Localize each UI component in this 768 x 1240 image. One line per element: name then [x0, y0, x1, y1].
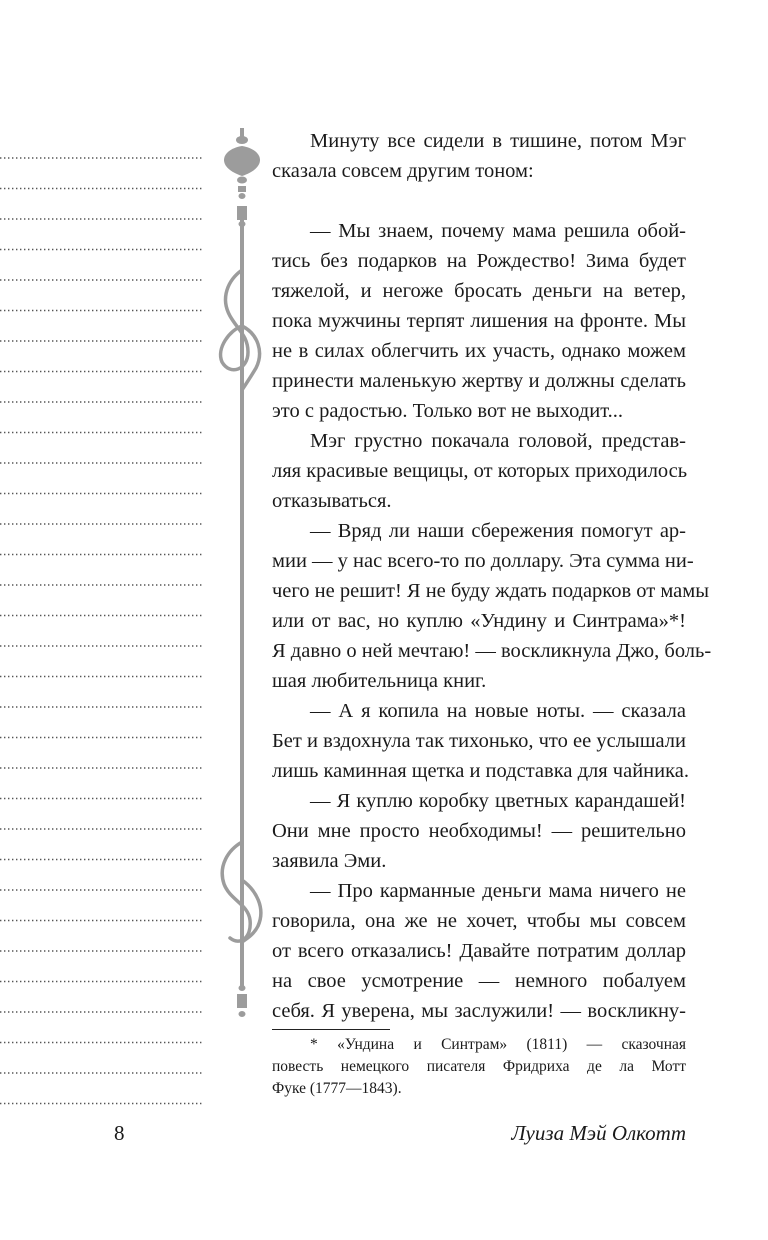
text-line: шая любительница книг.: [272, 670, 487, 692]
text-line: принести маленькую жертву и должны сделать: [272, 370, 686, 392]
text-line: Бет и вздохнула так тихонько, что ее услышали: [272, 730, 686, 752]
text-line: от всего отказались! Давайте потратим доллар: [272, 940, 686, 962]
text-line: говорила, она же не хочет, чтобы мы совсем: [272, 910, 686, 932]
text-line: Мэг грустно покачала головой, представ-: [310, 430, 686, 452]
text-line: не в силах облегчить их участь, однако можем: [272, 340, 686, 362]
text-line: тись без подарков на Рождество! Зима будет: [272, 250, 686, 272]
text-line: пока мужчины терпят лишения на фронте. Мы: [272, 310, 686, 332]
footnote-line: Фуке (1777—1843).: [272, 1080, 402, 1097]
text-line: — Мы знаем, почему мама решила обой-: [310, 220, 686, 242]
text-line: лишь каминная щетка и подставка для чайника.: [272, 760, 689, 782]
text-line: — Про карманные деньги мама ничего не: [310, 880, 686, 902]
text-line: тяжелой, и негоже бросать деньги на ветер,: [272, 280, 686, 302]
text-line: себя. Я уверена, мы заслужили! — воскликну-: [272, 1000, 686, 1022]
text-line: — Вряд ли наши сбережения помогут ар-: [310, 520, 686, 542]
text-line: или от вас, но куплю «Ундину и Синтрама»*!: [272, 610, 686, 632]
text-line: заявила Эми.: [272, 850, 387, 872]
text-line: на свое усмотрение — немного побалуем: [272, 970, 686, 992]
running-footer-author: Луиза Мэй Олкотт: [511, 1121, 686, 1145]
footnote-rule: [272, 1029, 390, 1030]
text-line: мии — у нас всего-то по доллару. Эта сумма ни-: [272, 550, 694, 572]
footnote-line: * «Ундина и Синтрам» (1811) — сказочная: [310, 1036, 686, 1053]
text-line: ляя красивые вещицы, от которых приходилось: [272, 460, 688, 482]
text-line: Они мне просто необходимы! — решительно: [272, 820, 686, 842]
text-line: чего не решит! Я не буду ждать подарков от мамы: [272, 580, 710, 602]
text-line: отказываться.: [272, 490, 392, 512]
text-line: Минуту все сидели в тишине, потом Мэг: [310, 130, 686, 152]
text-line: Я давно о ней мечтаю! — воскликнула Джо, боль-: [272, 640, 712, 662]
footnote-line: повесть немецкого писателя Фридриха де ла Мотт: [272, 1058, 686, 1075]
page-number: 8: [114, 1121, 125, 1145]
text-line: — А я копила на новые ноты. — сказала: [310, 700, 686, 722]
text-line: это с радостью. Только вот не выходит...: [272, 400, 624, 422]
text-line: сказала совсем другим тоном:: [272, 160, 534, 182]
dotted-writing-lines: [0, 0, 205, 1240]
text-line: — Я куплю коробку цветных карандашей!: [310, 790, 686, 812]
